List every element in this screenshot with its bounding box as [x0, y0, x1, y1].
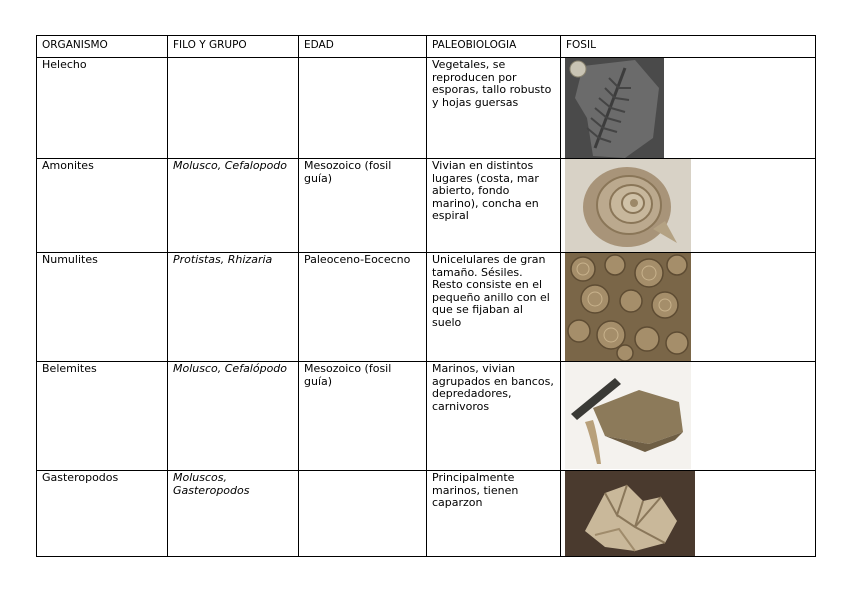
cell-edad — [299, 471, 427, 557]
fern-fossil-photo — [565, 58, 664, 158]
cell-edad — [299, 58, 427, 159]
cell-filo: Molusco, Cefalópodo — [168, 362, 299, 471]
fossil-table — [36, 35, 816, 557]
cell-organismo: Gasteropodos — [37, 471, 168, 557]
cell-filo: Protistas, Rhizaria — [168, 253, 299, 362]
cell-fosil — [561, 362, 816, 471]
cell-filo — [168, 58, 299, 159]
table-row — [37, 253, 816, 362]
cell-organismo: Numulites — [37, 253, 168, 362]
header-organismo: ORGANISMO — [37, 36, 168, 58]
cell-filo: Moluscos, Gasteropodos — [168, 471, 299, 557]
cell-fosil — [561, 58, 816, 159]
header-paleobiologia: PALEOBIOLOGIA — [427, 36, 561, 58]
nummulite-fossil-photo — [565, 253, 691, 361]
ammonite-fossil-photo — [565, 159, 691, 252]
cell-fosil — [561, 253, 816, 362]
header-filo-grupo: FILO Y GRUPO — [168, 36, 299, 58]
table-row — [37, 471, 816, 557]
cell-paleobiologia: Marinos, vivian agrupados en bancos, depredadores, carnivoros — [427, 362, 561, 471]
table-row — [37, 159, 816, 253]
cell-organismo: Belemites — [37, 362, 168, 471]
belemnite-fossil-photo — [565, 362, 691, 469]
cell-edad: Paleoceno-Eocecno — [299, 253, 427, 362]
table-row — [37, 58, 816, 159]
cell-fosil — [561, 159, 816, 253]
cell-paleobiologia: Principalmente marinos, tienen caparzon — [427, 471, 561, 557]
cell-edad: Mesozoico (fosil guía) — [299, 362, 427, 471]
header-row — [37, 36, 816, 58]
cell-paleobiologia: Vegetales, se reproducen por esporas, tallo robusto y hojas guersas — [427, 58, 561, 159]
gastropod-fossil-photo — [565, 471, 695, 556]
header-edad: EDAD — [299, 36, 427, 58]
cell-fosil — [561, 471, 816, 557]
cell-organismo: Amonites — [37, 159, 168, 253]
header-fosil: FOSIL — [561, 36, 816, 58]
table-row — [37, 362, 816, 471]
cell-paleobiologia: Unicelulares de gran tamaño. Sésiles. Resto consiste en el pequeño anillo con el que se fijaban al suelo — [427, 253, 561, 362]
cell-filo: Molusco, Cefalopodo — [168, 159, 299, 253]
cell-organismo: Helecho — [37, 58, 168, 159]
cell-paleobiologia: Vivian en distintos lugares (costa, mar abierto, fondo marino), concha en espiral — [427, 159, 561, 253]
cell-edad: Mesozoico (fosil guía) — [299, 159, 427, 253]
